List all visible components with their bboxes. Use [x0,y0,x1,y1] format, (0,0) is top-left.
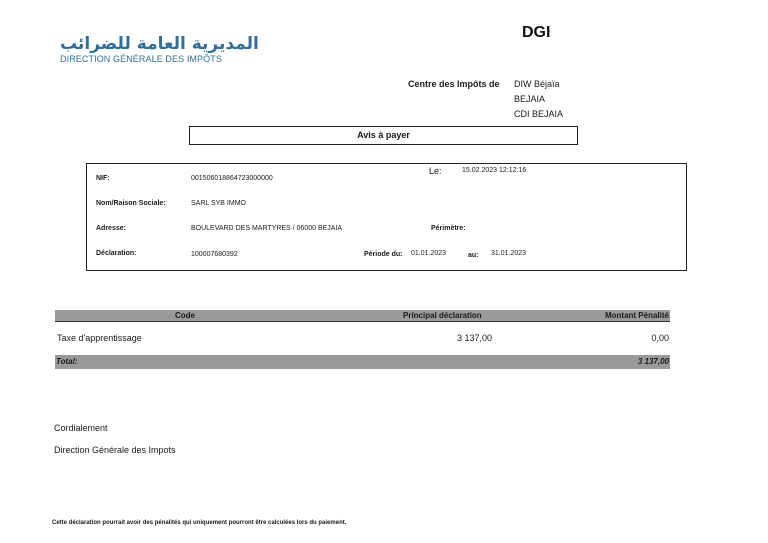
footnote: Cette déclaration pourrait avoir des pénalités qui uniquement pourront être calculées lors du paiement. [52,520,347,526]
total-label: Total: [56,357,78,366]
nom-label: Nom/Raison Sociale: [96,200,166,207]
table-header [55,310,670,322]
date-value: 15.02.2023 12:12:16 [462,167,527,174]
cell-penalite: 0,00 [651,333,669,343]
taxpayer-info-box [86,163,687,271]
dgi-heading: DGI [522,24,551,41]
adresse-value: BOULEVARD DES MARTYRES / 06000 BEJAIA [191,225,343,232]
title-box [189,126,578,145]
centre-line-3: CDI BEJAIA [514,109,564,119]
total-value: 3 137,00 [637,357,669,366]
total-row [55,355,670,369]
centre-label: Centre des Impôts de [408,79,500,89]
column-header-principal: Principal déclaration [403,311,482,320]
declaration-value: 100007680392 [191,251,238,258]
column-header-penalite: Montant Pénalité [604,311,669,320]
periode-to-value: 31.01.2023 [491,250,527,257]
cell-principal: 3 137,00 [456,333,492,343]
signature-text: Direction Générale des Impots [54,445,176,455]
perimetre-label: Périmètre: [431,225,466,232]
periode-label: Période du: [364,251,403,258]
nif-value: 001506018864723000000 [191,175,273,182]
declaration-label: Déclaration: [96,250,137,257]
logo-french-text: DIRECTION GÉNÉRALE DES IMPÔTS [60,54,222,64]
logo-arabic-text: المديرية العامة للضرائب [60,34,259,54]
cell-code: Taxe d'apprentissage [57,333,142,343]
au-label: au: [468,252,479,259]
adresse-label: Adresse: [96,225,126,232]
date-label: Le: [429,166,442,176]
centre-line-1: DIW Béjaïa [514,79,560,89]
page-title: Avis à payer [357,130,410,140]
periode-from-value: 01.01.2023 [411,250,447,257]
centre-line-2: BEJAIA [514,94,546,104]
column-header-code: Code [175,311,195,320]
table-row [55,331,670,345]
closing-text: Cordialement [54,423,108,433]
nif-label: NIF: [96,175,110,182]
nom-value: SARL SYB IMMO [191,200,246,207]
